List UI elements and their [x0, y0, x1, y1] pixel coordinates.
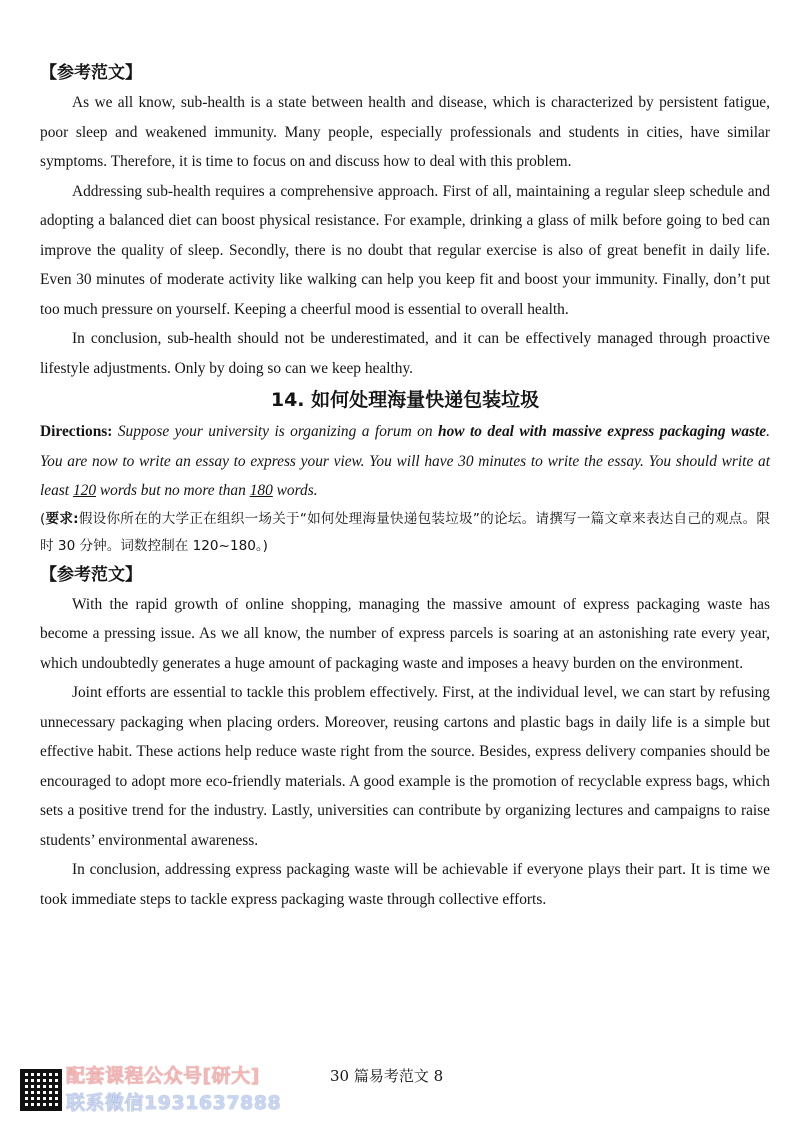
essay-paragraph: In conclusion, addressing express packaging waste will be achievable if everyone plays their part. It is time we took immediate steps to tackle express packaging waste through collective efforts. [40, 861, 770, 908]
directions-label: Directions: [40, 423, 113, 440]
requirement-label: 要求: [45, 510, 79, 527]
max-words: 180 [249, 482, 273, 499]
directions-topic: how to deal with massive express packaging waste [438, 423, 767, 440]
requirement-note [40, 506, 770, 560]
qr-code-icon [20, 1069, 62, 1111]
essay-paragraph: Addressing sub-health requires a comprehensive approach. First of all, maintaining a regular sleep schedule and adopting a balanced diet can boost physical resistance. For example, drinking a glass of milk before going to bed can improve the quality of sleep. Secondly, there is no doubt that regular exercise is also of great benefit in daily life. Even 30 minutes of moderate activity like walking can help you keep fit and boost your immunity. Finally, don’t put too much pressure on yourself. Keeping a cheerful mood is essential to overall health. [40, 182, 770, 318]
page-footer [20, 1063, 780, 1119]
essay-paragraph: As we all know, sub-health is a state between health and disease, which is characterized by persistent fatigue, poor sleep and weakened immunity. Many people, especially professionals and students in cities, have similar symptoms. Therefore, it is time to focus on and discuss how to deal with this problem. [40, 94, 770, 170]
paren-open: ( [40, 510, 46, 527]
essay-paragraph: In conclusion, sub-health should not be underestimated, and it can be effectively managed through proactive lifestyle adjustments. Only by doing so can we keep healthy. [40, 330, 770, 377]
min-words: 120 [72, 482, 97, 499]
directions-text: Suppose your university is organizing a forum on [117, 423, 433, 440]
section-title: 【参考范文】 [40, 564, 142, 585]
section-title: 【参考范文】 [40, 63, 142, 83]
requirement-text: 假设你所在的大学正在组织一场关于“如何处理海量快递包装垃圾”的论坛。请撰写一篇文章来表达自己的观点。限时 30 分钟。词数控制在 120~180。) [40, 510, 770, 554]
directions-text: words. [276, 482, 318, 499]
directions-text: words but no more than [99, 482, 246, 499]
promo-watermark-line: 联系微信1931637888 [66, 1092, 282, 1114]
essay-paragraph: With the rapid growth of online shopping, managing the massive amount of express packaging waste has become a pressing issue. As we all know, the number of express parcels is soaring at an astonishing rate every year, which undoubtedly generates a huge amount of packaging waste and imposes a heavy burden on the environment. [40, 595, 770, 672]
promo-watermark-line: 配套课程公众号[研大] [66, 1065, 260, 1087]
directions-paragraph [40, 417, 770, 506]
directions-text: . You are now to write an essay to express your view. You will have 30 minutes to write the essay. You should write at least [40, 423, 770, 499]
page-number: 30 篇易考范文 8 [330, 1067, 444, 1085]
essay-paragraph: Joint efforts are essential to tackle this problem effectively. First, at the individual level, we can start by refusing unnecessary packaging when placing orders. Moreover, reusing cartons and plastic bags in daily life is a simple but effective habit. These actions help reduce waste right from the source. Besides, express delivery companies should be encouraged to adopt more eco-friendly materials. A good example is the promotion of recyclable express bags, which sets a positive trend for the industry. Lastly, universities can contribute by organizing lectures and campaigns to raise students’ environmental awareness. [40, 684, 770, 849]
topic-heading: 14. 如何处理海量快递包装垃圾 [270, 389, 540, 411]
document-page [40, 58, 770, 914]
